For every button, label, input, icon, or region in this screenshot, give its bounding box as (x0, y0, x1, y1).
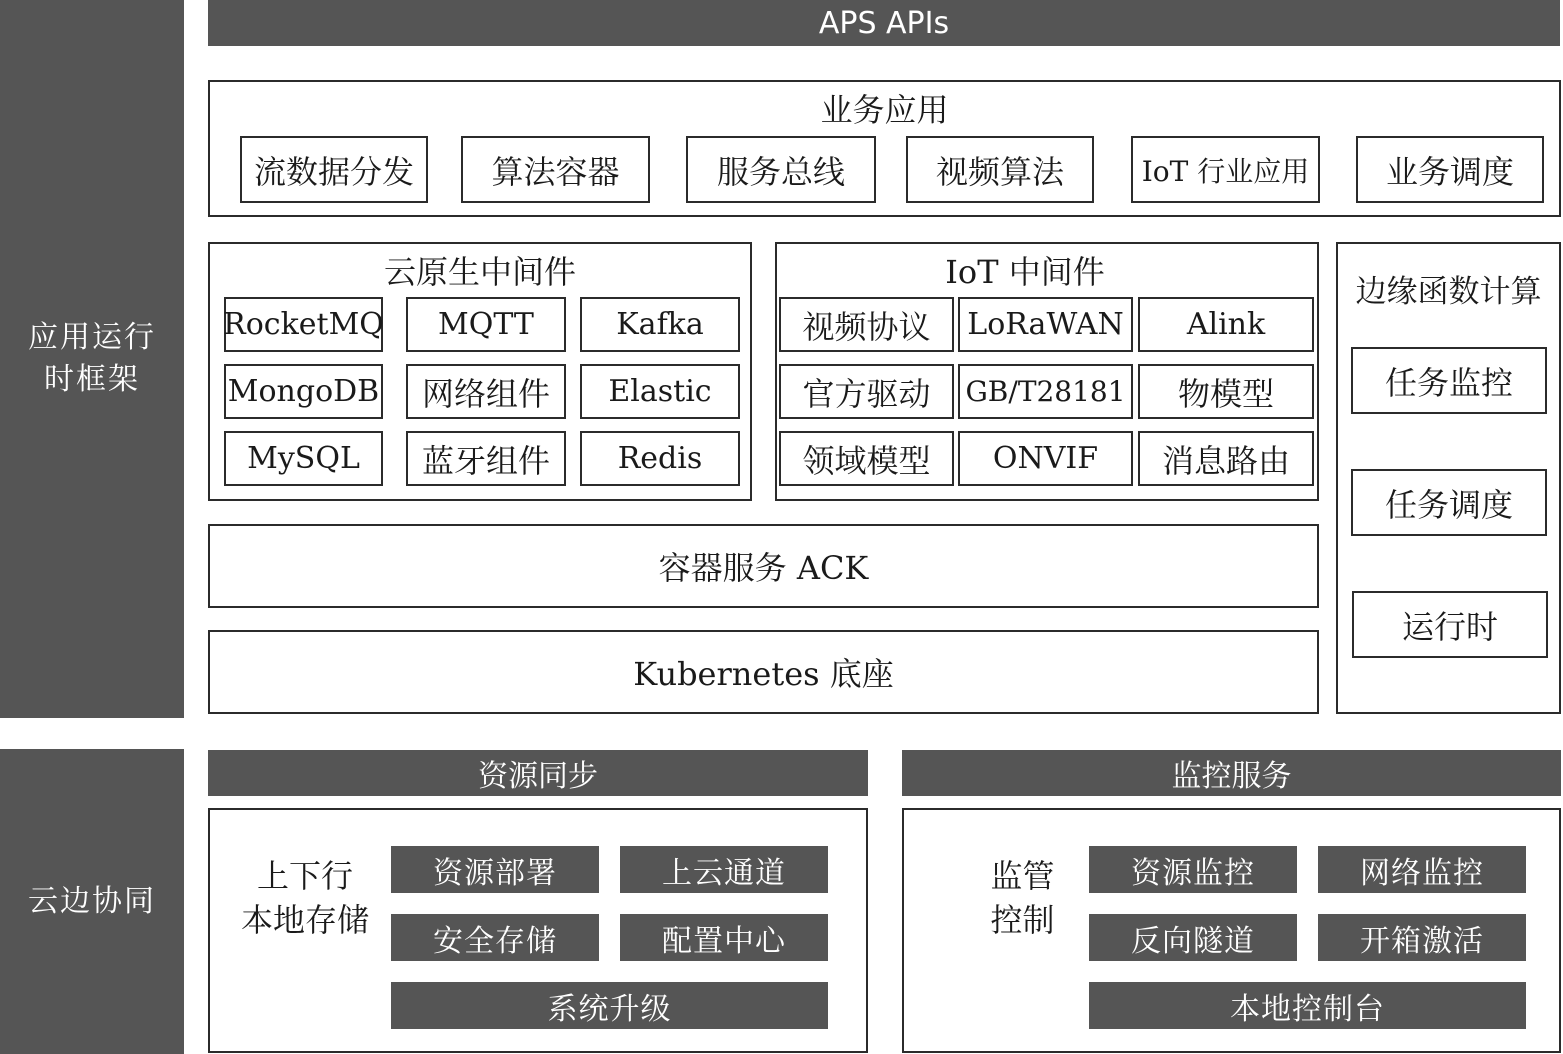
resource-sync-item: 系统升级 (391, 982, 828, 1029)
container-service-ack: 容器服务 ACK (208, 524, 1319, 608)
iot-middleware-item: 视频协议 (779, 297, 954, 352)
monitor-label-line2: 控制 (990, 901, 1055, 939)
cloud-native-item: 网络组件 (406, 364, 566, 419)
resource-sync-bar: 资源同步 (208, 750, 868, 796)
cloud-native-item: Kafka (580, 297, 740, 352)
iot-middleware-item: Alink (1138, 297, 1314, 352)
edge-function-item: 任务调度 (1351, 469, 1547, 536)
resource-sync-item: 配置中心 (620, 914, 828, 961)
iot-middleware-title: IoT 中间件 (945, 253, 1105, 291)
resource-sync-label-line1: 上下行 (256, 857, 353, 895)
cloud-native-item: 蓝牙组件 (406, 431, 566, 486)
iot-middleware-item: GB/T28181 (958, 364, 1133, 419)
resource-sync-item: 安全存储 (391, 914, 599, 961)
cloud-native-item: MQTT (406, 297, 566, 352)
monitor-item: 反向隧道 (1089, 914, 1297, 961)
runtime-framework-label (0, 0, 184, 718)
resource-sync-item: 资源部署 (391, 846, 599, 893)
edge-function-item: 任务监控 (1351, 347, 1547, 414)
monitor-item: 本地控制台 (1089, 982, 1526, 1029)
resource-sync-label-line2: 本地存储 (240, 901, 369, 939)
monitor-item: 资源监控 (1089, 846, 1297, 893)
business-item: 算法容器 (461, 136, 650, 203)
cloud-native-item: Elastic (580, 364, 740, 419)
aps-apis-bar: APS APIs (208, 0, 1560, 46)
cloud-edge-label (0, 749, 184, 1054)
business-item: 流数据分发 (240, 136, 428, 203)
iot-middleware-item: 领域模型 (779, 431, 954, 486)
edge-function-item: 运行时 (1352, 591, 1548, 658)
cloud-native-item: MySQL (224, 431, 383, 486)
business-item: 业务调度 (1356, 136, 1544, 203)
iot-middleware-item: ONVIF (958, 431, 1133, 486)
resource-sync-label (230, 852, 380, 944)
iot-middleware-item: 官方驱动 (779, 364, 954, 419)
monitor-item: 开箱激活 (1318, 914, 1526, 961)
monitor-item: 网络监控 (1318, 846, 1526, 893)
runtime-label-line1: 应用运行 (28, 320, 156, 355)
cloud-native-item: MongoDB (224, 364, 383, 419)
iot-middleware-item: 物模型 (1138, 364, 1314, 419)
cloud-native-item: RocketMQ (224, 297, 383, 352)
runtime-label-line2: 时框架 (44, 362, 140, 397)
kubernetes-base: Kubernetes 底座 (208, 630, 1319, 714)
business-item: IoT 行业应用 (1131, 136, 1320, 203)
cloud-native-item: Redis (580, 431, 740, 486)
monitor-label-line1: 监管 (990, 857, 1055, 895)
monitor-service-bar: 监控服务 (902, 750, 1561, 796)
cloud-native-middleware-title: 云原生中间件 (383, 253, 576, 291)
business-app-title: 业务应用 (820, 91, 949, 129)
iot-middleware-item: LoRaWAN (958, 297, 1133, 352)
edge-function-title: 边缘函数计算 (1355, 273, 1542, 310)
cloud-edge-text: 云边协同 (28, 883, 156, 919)
iot-middleware-item: 消息路由 (1138, 431, 1314, 486)
monitor-label (970, 852, 1075, 944)
business-item: 服务总线 (686, 136, 876, 203)
resource-sync-item: 上云通道 (620, 846, 828, 893)
business-item: 视频算法 (906, 136, 1094, 203)
